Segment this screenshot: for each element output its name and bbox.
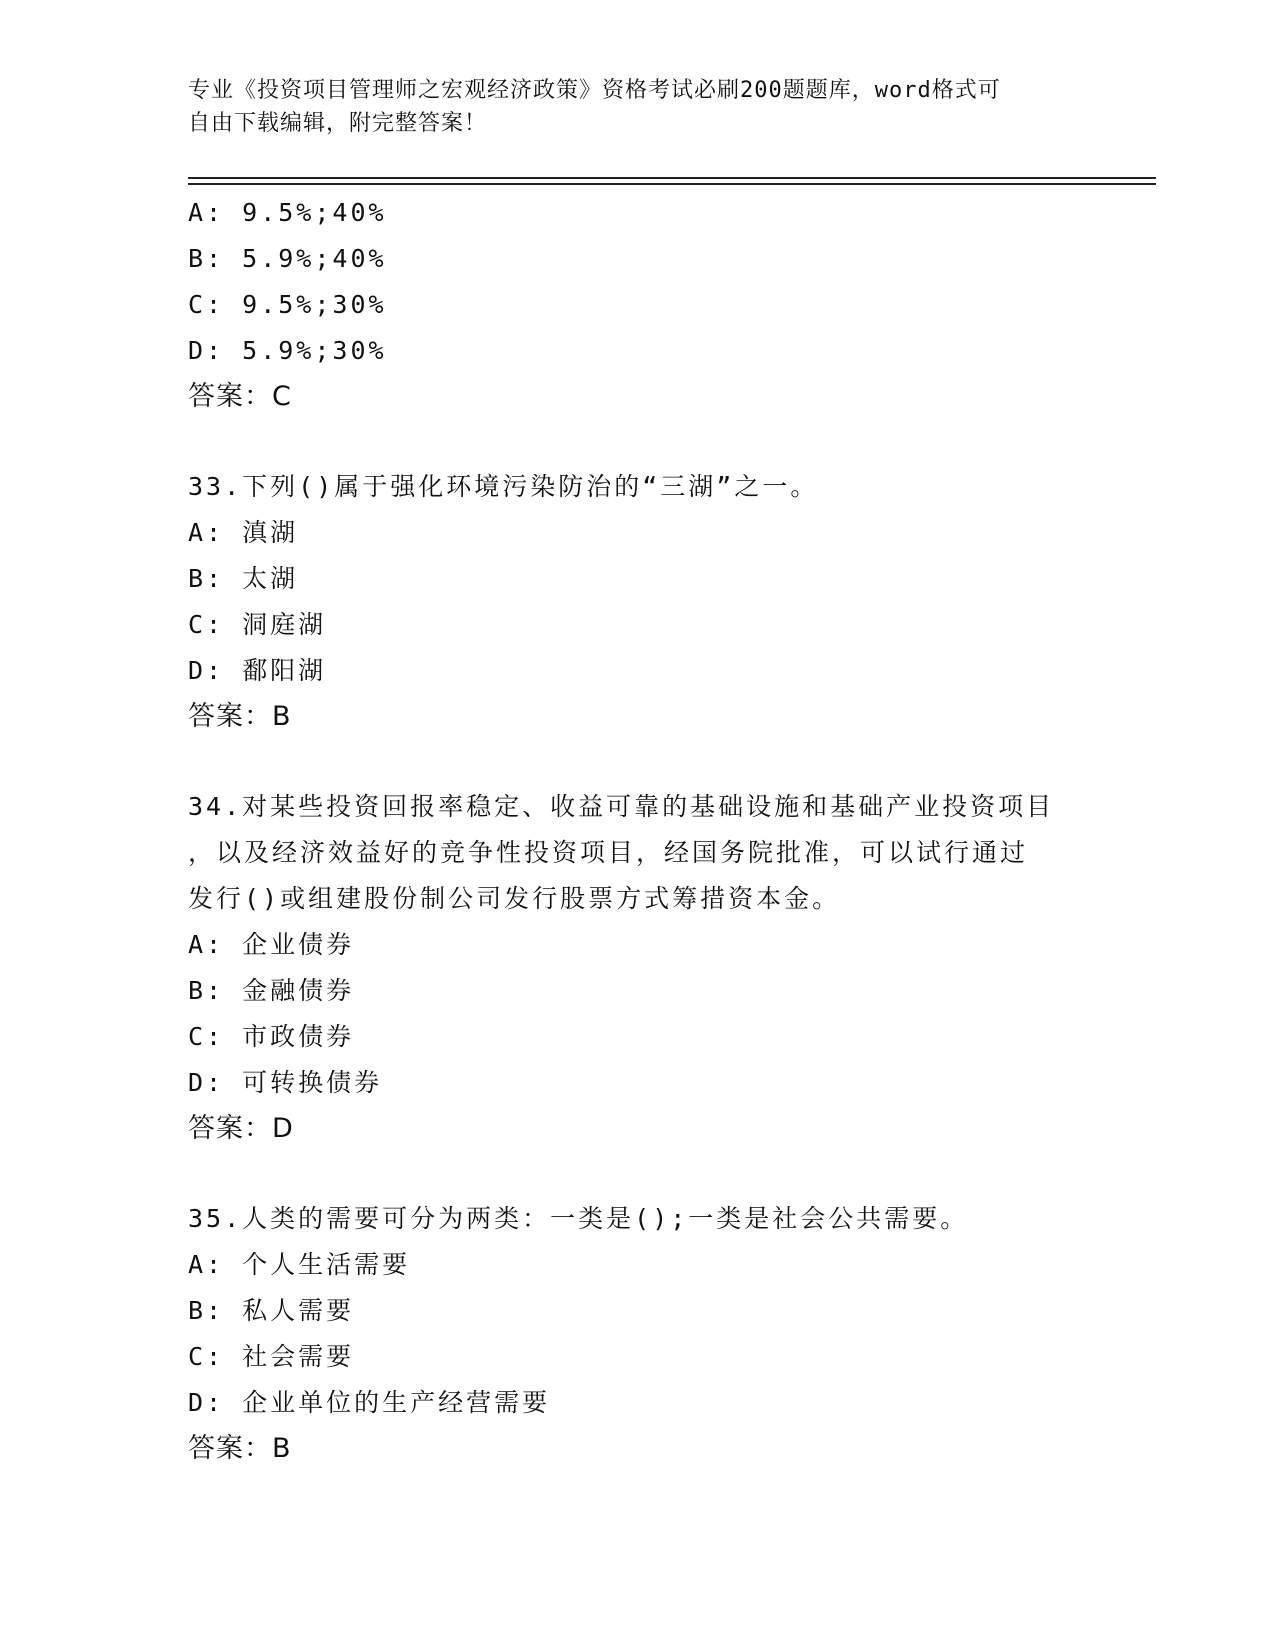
- option-b: B: 私人需要: [188, 1296, 355, 1325]
- option-b: B: 金融债券: [188, 976, 355, 1005]
- answer: 答案：C: [188, 381, 292, 412]
- header-line-1: 专业《投资项目管理师之宏观经济政策》资格考试必刷200题题库，word格式可: [188, 78, 1001, 103]
- answer: 答案：D: [188, 1113, 294, 1144]
- option-d: D: 鄱阳湖: [188, 656, 327, 685]
- option-b: B: 太湖: [188, 564, 299, 593]
- question-stem-line-3: 发行()或组建股份制公司发行股票方式筹措资本金。: [188, 884, 841, 913]
- option-c: C: 社会需要: [188, 1342, 355, 1371]
- question-stem-line-1: 34.对某些投资回报率稳定、收益可靠的基础设施和基础产业投资项目: [188, 792, 1055, 821]
- header-rule-bottom: [188, 183, 1156, 185]
- option-a: A: 9.5%;40%: [188, 198, 387, 227]
- header-rule-top: [188, 177, 1156, 179]
- question-stem: 33.下列()属于强化环境污染防治的“三湖”之一。: [188, 472, 819, 501]
- question-33: [188, 464, 1088, 740]
- question-35: [188, 1196, 1088, 1472]
- question-stem: 35.人类的需要可分为两类：一类是();一类是社会公共需要。: [188, 1204, 969, 1233]
- option-c: C: 9.5%;30%: [188, 290, 387, 319]
- question-32: [188, 190, 1088, 420]
- document-header: [188, 74, 1068, 140]
- option-b: B: 5.9%;40%: [188, 244, 387, 273]
- question-list: [188, 190, 1088, 1472]
- option-c: C: 市政债券: [188, 1022, 355, 1051]
- option-a: A: 企业债券: [188, 930, 355, 959]
- header-line-2: 自由下载编辑，附完整答案！: [188, 111, 488, 136]
- option-a: A: 滇湖: [188, 518, 299, 547]
- option-d: D: 5.9%;30%: [188, 336, 387, 365]
- question-34: [188, 784, 1088, 1152]
- option-a: A: 个人生活需要: [188, 1250, 411, 1279]
- answer: 答案：B: [188, 1433, 292, 1464]
- question-stem-line-2: ，以及经济效益好的竞争性投资项目，经国务院批准，可以试行通过: [188, 838, 1029, 867]
- option-d: D: 企业单位的生产经营需要: [188, 1388, 551, 1417]
- option-c: C: 洞庭湖: [188, 610, 327, 639]
- answer: 答案：B: [188, 701, 292, 732]
- option-d: D: 可转换债券: [188, 1068, 383, 1097]
